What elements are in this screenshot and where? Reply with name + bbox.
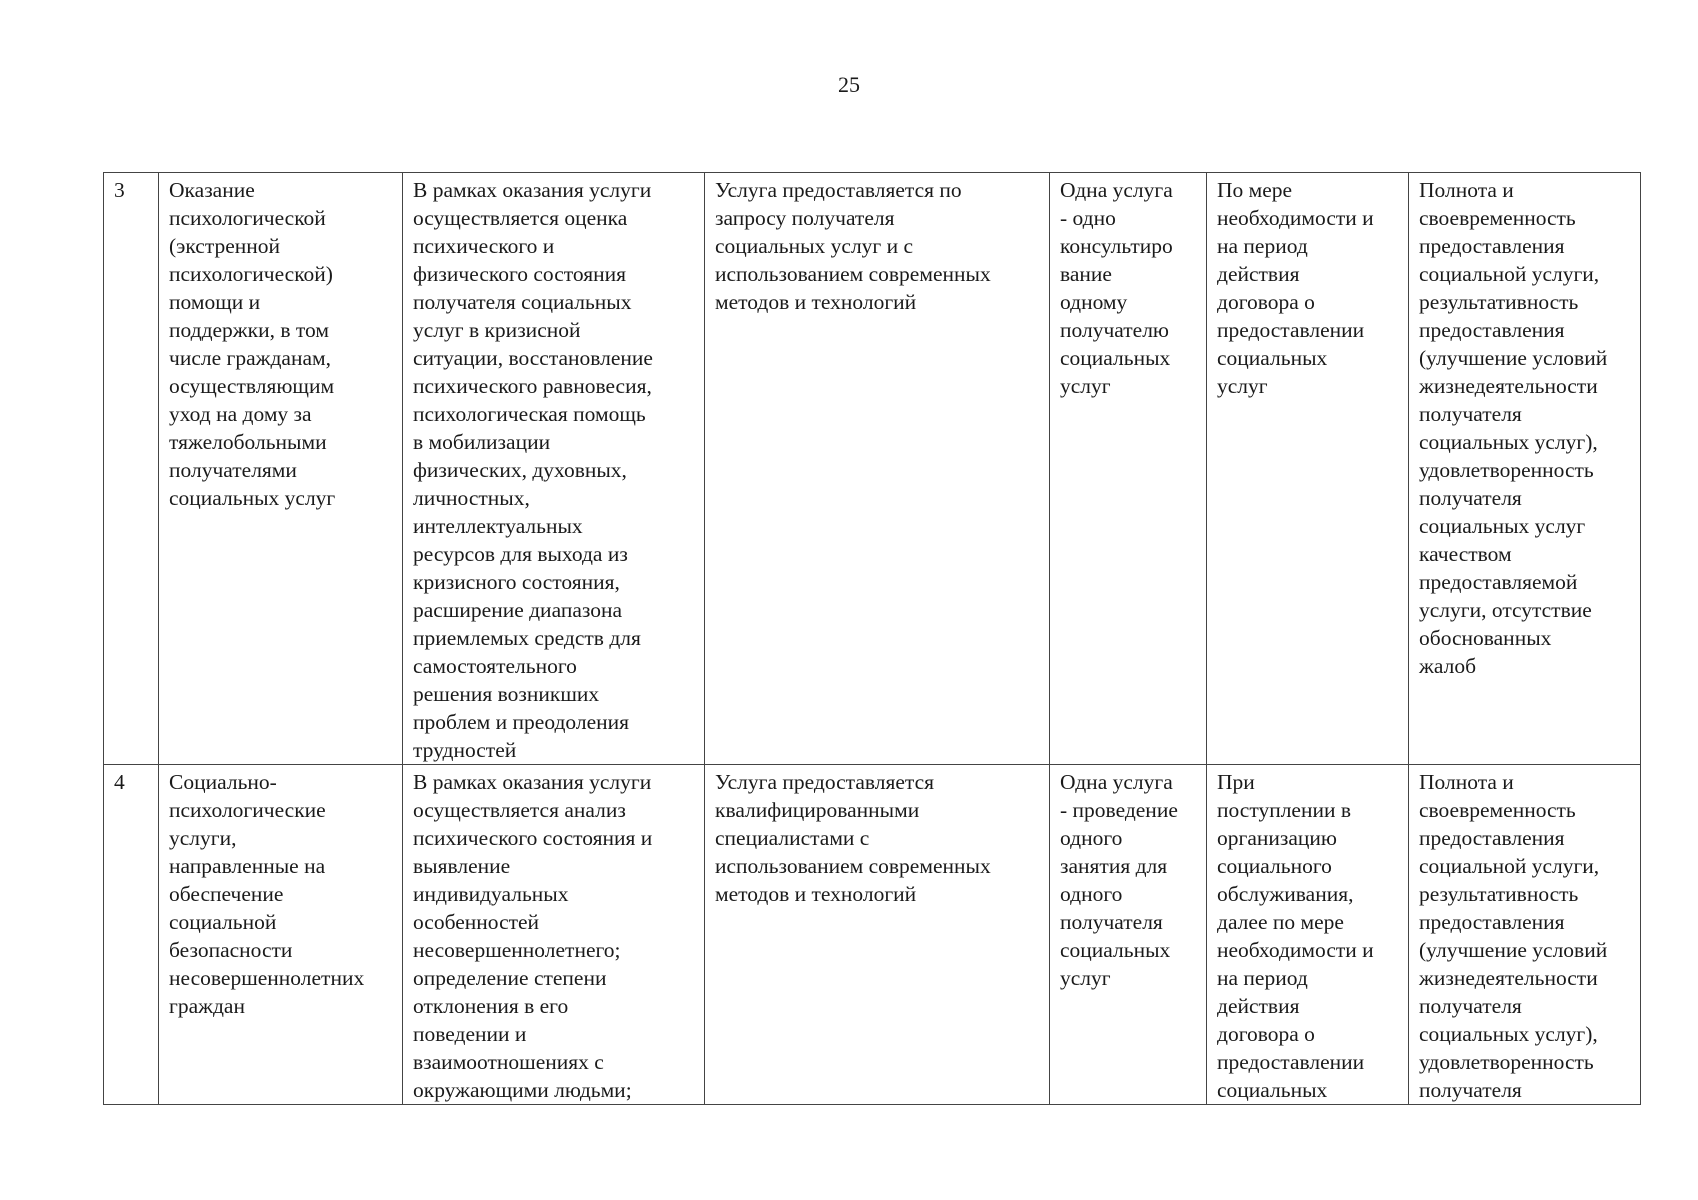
cell-text-line: социальных [1217, 346, 1328, 370]
cell-text-line: психического состояния и [413, 826, 653, 850]
service-description-cell [403, 765, 705, 1105]
cell-text-line: уход на дому за [169, 402, 312, 426]
cell-text-line: ситуации, восстановление [413, 346, 653, 370]
cell-text-line: услуги, [169, 826, 237, 850]
cell-text-line: одному [1060, 290, 1128, 314]
cell-text-line: предоставления [1419, 318, 1565, 342]
cell-text-line: одного [1060, 826, 1123, 850]
cell-text-line: жизнедеятельности [1419, 966, 1598, 990]
service-unit-cell [1050, 173, 1207, 765]
cell-text-line: решения возникших [413, 682, 600, 706]
cell-text-line: результативность [1419, 882, 1579, 906]
cell-text-line: Полнота и [1419, 178, 1514, 202]
cell-text-line: При [1217, 770, 1255, 794]
cell-text-line: трудностей [413, 738, 517, 762]
services-table [103, 172, 1641, 1105]
cell-text-line: получателю [1060, 318, 1169, 342]
cell-text-line: поведении и [413, 1022, 527, 1046]
cell-text-line: далее по мере [1217, 910, 1344, 934]
cell-text-line: социального [1217, 854, 1332, 878]
cell-text-line: запросу получателя [715, 206, 895, 230]
cell-text-line: психологическая помощь [413, 402, 646, 426]
cell-text-line: кризисного состояния, [413, 570, 620, 594]
cell-text-line: осуществляется анализ [413, 798, 626, 822]
cell-text-line: действия [1217, 994, 1300, 1018]
cell-text-line: квалифицированными [715, 798, 920, 822]
cell-text-line: Услуга предоставляется по [715, 178, 962, 202]
cell-text-line: окружающими людьми; [413, 1078, 632, 1102]
cell-text-line: качеством [1419, 542, 1512, 566]
cell-text-line: получателя [1419, 1078, 1522, 1102]
row-number-cell [104, 173, 159, 765]
row-number-cell [104, 765, 159, 1105]
cell-text-line: на период [1217, 234, 1308, 258]
cell-text-line: получателя [1419, 402, 1522, 426]
cell-text-line: обслуживания, [1217, 882, 1354, 906]
cell-text-line: психологической) [169, 262, 333, 286]
cell-text-line: приемлемых средств для [413, 626, 641, 650]
cell-text-line: Одна услуга [1060, 770, 1173, 794]
cell-text-line: вание [1060, 262, 1112, 286]
cell-text-line: необходимости и [1217, 938, 1374, 962]
cell-text-line: необходимости и [1217, 206, 1374, 230]
cell-text-line: услуг [1060, 966, 1111, 990]
cell-text-line: безопасности [169, 938, 293, 962]
cell-text-line: предоставления [1419, 910, 1565, 934]
cell-text-line: Полнота и [1419, 770, 1514, 794]
cell-text-line: взаимоотношениях с [413, 1050, 604, 1074]
service-name-cell [159, 173, 403, 765]
cell-text-line: Социально- [169, 770, 277, 794]
service-description-cell [403, 173, 705, 765]
cell-text-line: договора о [1217, 290, 1315, 314]
cell-text-line: использованием современных [715, 262, 991, 286]
cell-text-line: тяжелобольными [169, 430, 327, 454]
cell-text-line: договора о [1217, 1022, 1315, 1046]
cell-text-line: социальной услуги, [1419, 262, 1600, 286]
cell-text-line: психологические [169, 798, 326, 822]
service-unit-cell [1050, 765, 1207, 1105]
cell-text-line: социальной услуги, [1419, 854, 1600, 878]
cell-text-line: особенностей [413, 910, 540, 934]
cell-text-line: физических, духовных, [413, 458, 627, 482]
cell-text-line: получателями [169, 458, 297, 482]
page-number: 25 [838, 72, 860, 97]
cell-text-line: методов и технологий [715, 882, 917, 906]
cell-text-line: обоснованных [1419, 626, 1552, 650]
cell-text-line: удовлетворенность [1419, 1050, 1594, 1074]
cell-text-line: получателя [1419, 994, 1522, 1018]
cell-text-line: - проведение [1060, 798, 1178, 822]
cell-text-line: В рамках оказания услуги [413, 178, 652, 202]
cell-text-line: (улучшение условий [1419, 346, 1608, 370]
cell-text-line: специалистами с [715, 826, 870, 850]
cell-text-line: индивидуальных [413, 882, 569, 906]
service-term-cell [1207, 173, 1409, 765]
table-row [104, 765, 1641, 1105]
cell-text-line: Оказание [169, 178, 255, 202]
cell-text-line: выявление [413, 854, 511, 878]
cell-text-line: услуг в кризисной [413, 318, 581, 342]
cell-text-line: поступлении в [1217, 798, 1352, 822]
cell-text-line: услуги, отсутствие [1419, 598, 1592, 622]
cell-text-line: своевременность [1419, 206, 1576, 230]
cell-text-line: социальных услуг), [1419, 1022, 1598, 1046]
cell-text-line: В рамках оказания услуги [413, 770, 652, 794]
cell-text-line: услуг [1060, 374, 1111, 398]
cell-text-line: социальной [169, 910, 277, 934]
cell-text-line: удовлетворенность [1419, 458, 1594, 482]
cell-text-line: на период [1217, 966, 1308, 990]
cell-text-line: предоставления [1419, 234, 1565, 258]
cell-text-line: своевременность [1419, 798, 1576, 822]
cell-text-line: социальных услуг), [1419, 430, 1598, 454]
cell-text-line: обеспечение [169, 882, 284, 906]
cell-text-line: жизнедеятельности [1419, 374, 1598, 398]
cell-text-line: помощи и [169, 290, 261, 314]
cell-text-line: жалоб [1419, 654, 1477, 678]
cell-text-line: консультиро [1060, 234, 1173, 258]
service-criteria-cell [1409, 173, 1641, 765]
cell-text-line: поддержки, в том [169, 318, 329, 342]
cell-text-line: граждан [169, 994, 245, 1018]
cell-text-line: социальных услуг [1419, 514, 1586, 538]
cell-text-line: в мобилизации [413, 430, 551, 454]
cell-text-line: предоставлении [1217, 1050, 1365, 1074]
row-number: 3 [114, 178, 125, 202]
row-number: 4 [114, 770, 125, 794]
cell-text-line: психического и [413, 234, 555, 258]
cell-text-line: предоставляемой [1419, 570, 1578, 594]
cell-text-line: направленные на [169, 854, 326, 878]
cell-text-line: психологической [169, 206, 326, 230]
cell-text-line: интеллектуальных [413, 514, 583, 538]
cell-text-line: Одна услуга [1060, 178, 1173, 202]
cell-text-line: самостоятельного [413, 654, 577, 678]
service-conditions-cell [705, 173, 1050, 765]
cell-text-line: получателя [1419, 486, 1522, 510]
cell-text-line: организацию [1217, 826, 1337, 850]
cell-text-line: несовершеннолетнего; [413, 938, 621, 962]
table-row [104, 173, 1641, 765]
cell-text-line: результативность [1419, 290, 1579, 314]
service-criteria-cell [1409, 765, 1641, 1105]
cell-text-line: (экстренной [169, 234, 281, 258]
cell-text-line: действия [1217, 262, 1300, 286]
cell-text-line: ресурсов для выхода из [413, 542, 628, 566]
cell-text-line: социальных [1060, 346, 1171, 370]
cell-text-line: социальных услуг [169, 486, 336, 510]
cell-text-line: Услуга предоставляется [715, 770, 934, 794]
cell-text-line: По мере [1217, 178, 1293, 202]
cell-text-line: осуществляющим [169, 374, 335, 398]
cell-text-line: (улучшение условий [1419, 938, 1608, 962]
service-name-cell [159, 765, 403, 1105]
cell-text-line: осуществляется оценка [413, 206, 628, 230]
cell-text-line: личностных, [413, 486, 530, 510]
cell-text-line: отклонения в его [413, 994, 569, 1018]
service-term-cell [1207, 765, 1409, 1105]
cell-text-line: получателя [1060, 910, 1163, 934]
cell-text-line: физического состояния [413, 262, 626, 286]
cell-text-line: предоставлении [1217, 318, 1365, 342]
service-conditions-cell [705, 765, 1050, 1105]
cell-text-line: расширение диапазона [413, 598, 623, 622]
cell-text-line: одного [1060, 882, 1123, 906]
cell-text-line: социальных [1217, 1078, 1328, 1102]
cell-text-line: социальных [1060, 938, 1171, 962]
cell-text-line: предоставления [1419, 826, 1565, 850]
cell-text-line: определение степени [413, 966, 607, 990]
cell-text-line: занятия для [1060, 854, 1168, 878]
cell-text-line: числе гражданам, [169, 346, 331, 370]
cell-text-line: услуг [1217, 374, 1268, 398]
cell-text-line: несовершеннолетних [169, 966, 365, 990]
cell-text-line: - одно [1060, 206, 1116, 230]
cell-text-line: методов и технологий [715, 290, 917, 314]
cell-text-line: социальных услуг и с [715, 234, 914, 258]
cell-text-line: получателя социальных [413, 290, 632, 314]
cell-text-line: проблем и преодоления [413, 710, 630, 734]
cell-text-line: использованием современных [715, 854, 991, 878]
cell-text-line: психического равновесия, [413, 374, 652, 398]
